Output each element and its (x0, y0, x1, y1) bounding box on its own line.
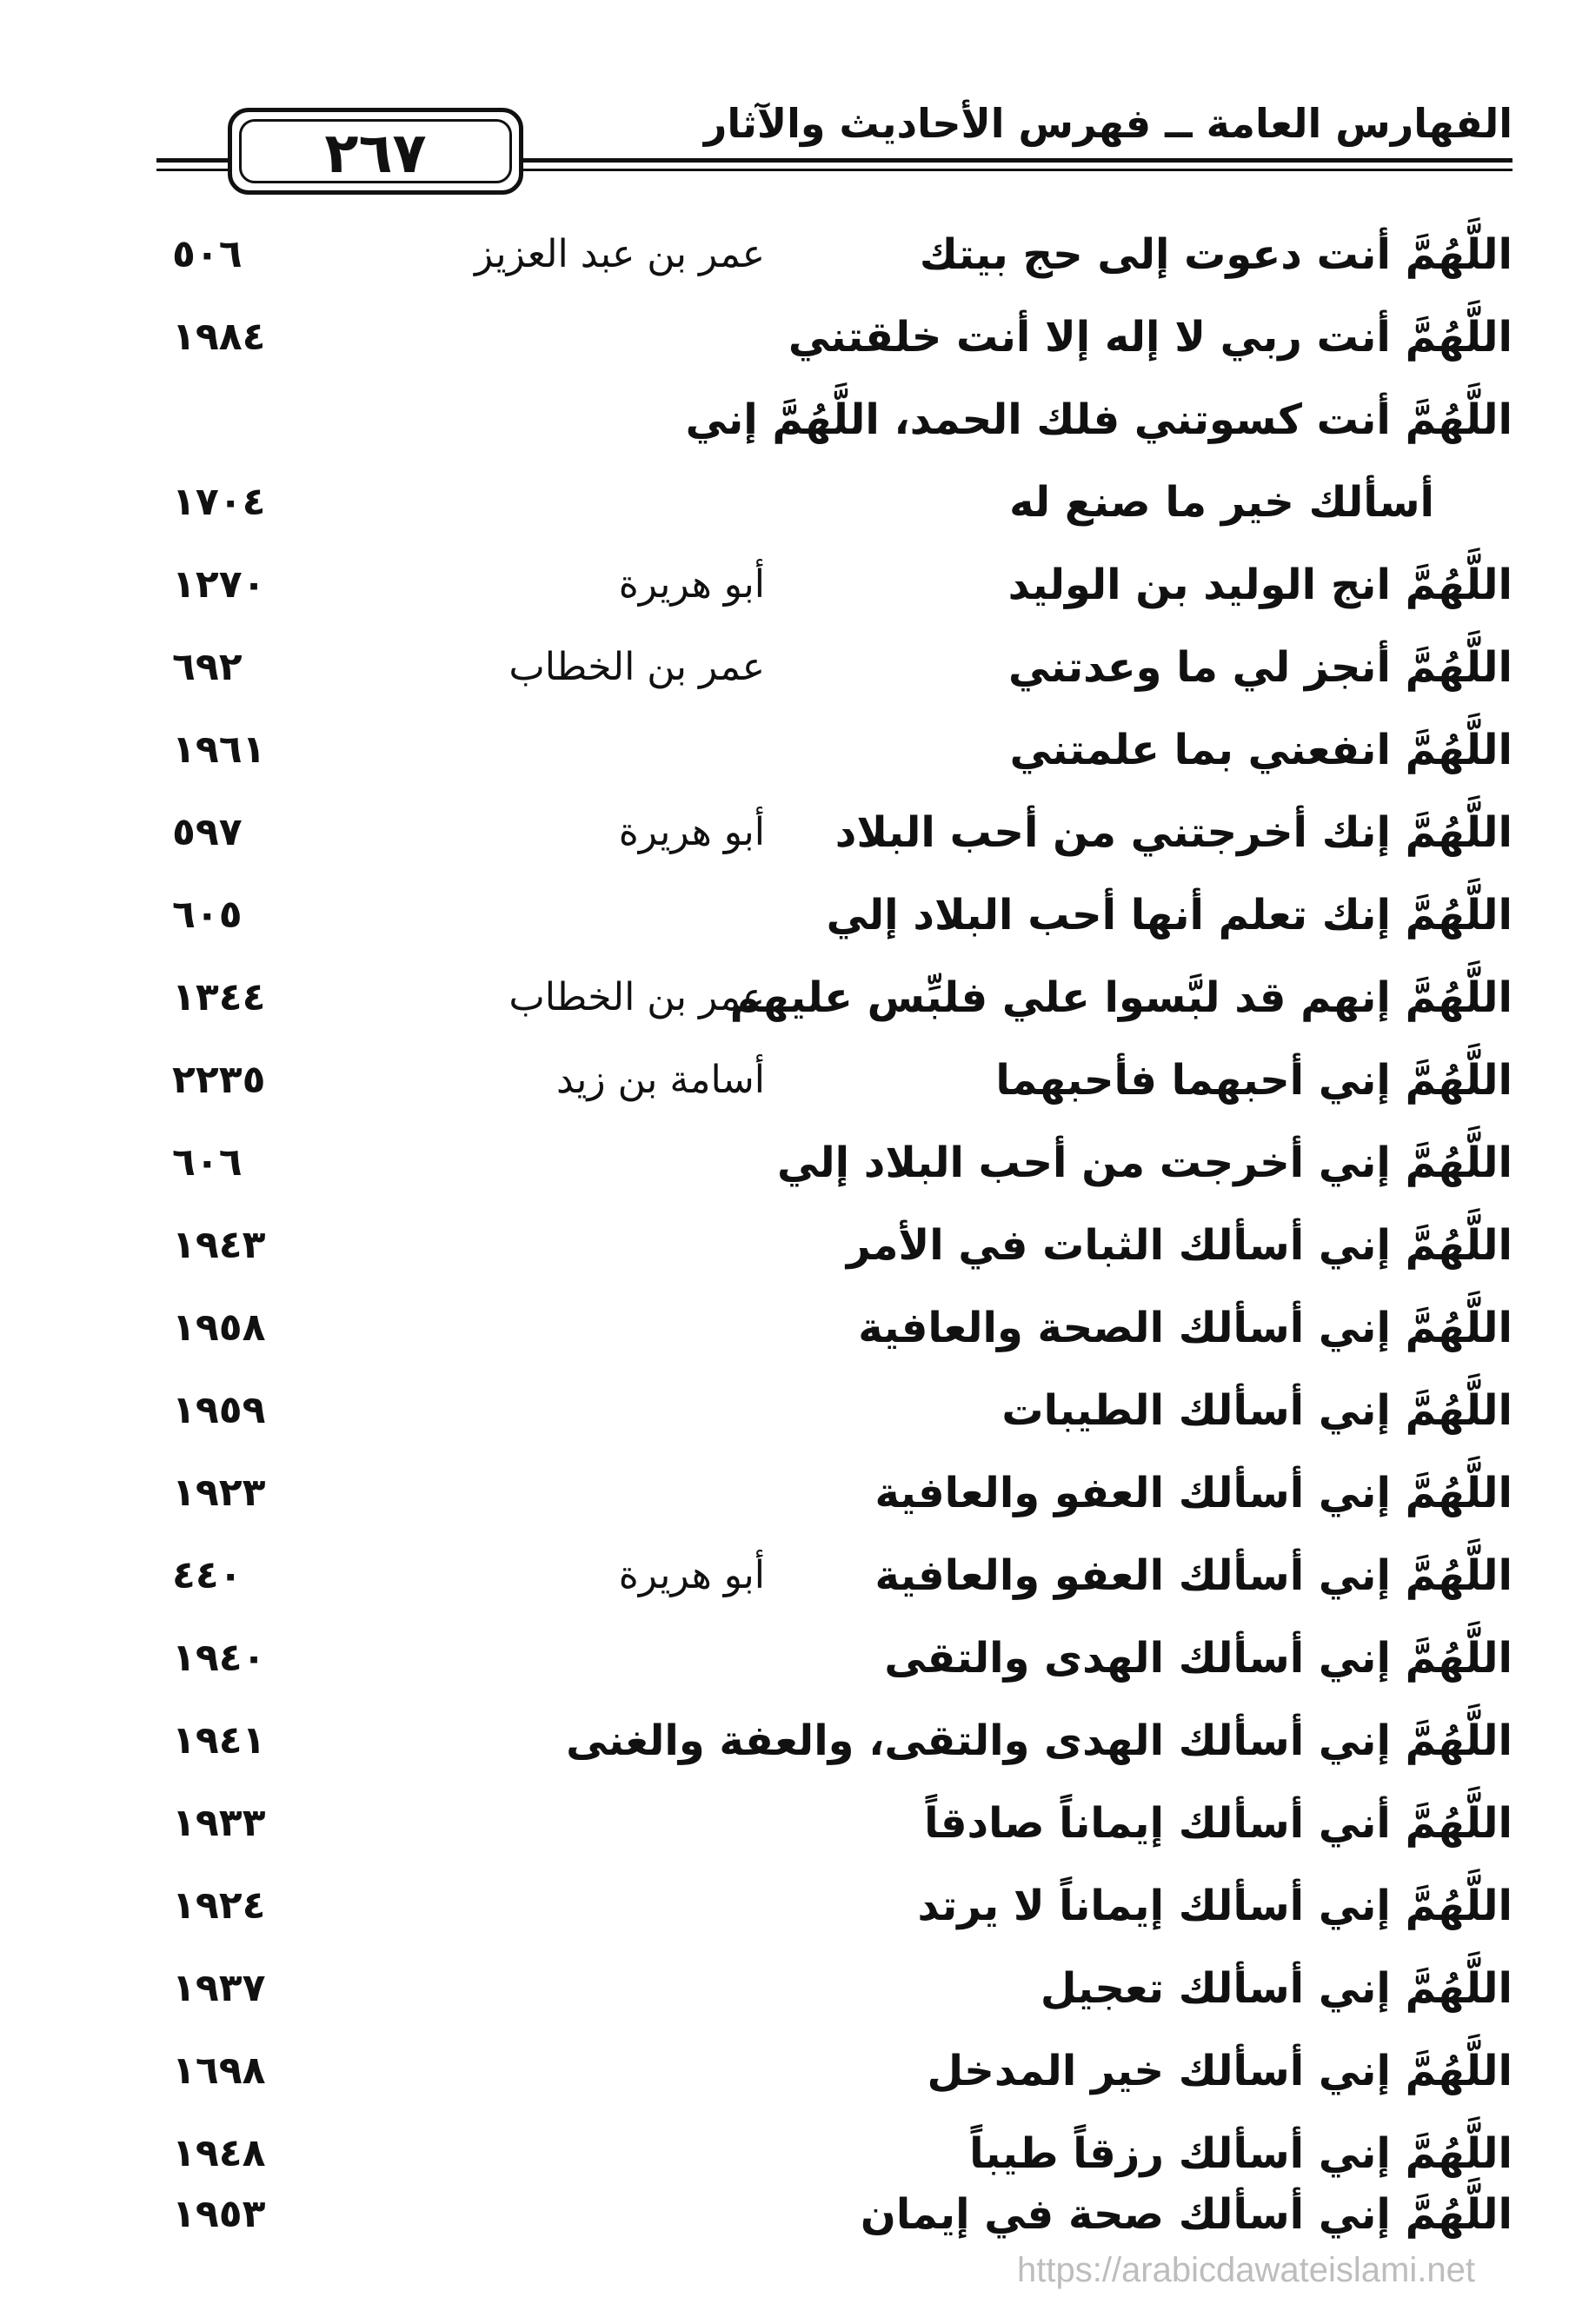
index-entry (0, 1286, 1569, 1370)
hadith-number: ١٩٢٤ (172, 1883, 266, 1928)
index-entry (0, 873, 1569, 957)
hadith-text: اللَّهُمَّ أنجز لي ما وعدتني (1007, 643, 1512, 692)
hadith-number: ١٩٥٩ (172, 1388, 266, 1432)
hadith-number: ٦٠٦ (172, 1140, 243, 1185)
hadith-text: أسألك خير ما صنع له (1009, 478, 1434, 527)
index-entry (0, 2173, 1569, 2256)
watermark-url: https://arabicdawateislami.net (1017, 2251, 1475, 2289)
hadith-number: ١٩٣٣ (172, 1801, 266, 1845)
narrator: أبو هريرة (618, 1553, 765, 1597)
index-entry (0, 378, 1569, 461)
hadith-number: ١٧٠٤ (172, 480, 266, 524)
hadith-number: ٦٩٢ (172, 645, 243, 689)
index-entry (0, 626, 1569, 709)
hadith-number: ٥٩٧ (172, 810, 243, 854)
hadith-text: اللَّهُمَّ أنت كسوتني فلك الحمد، اللَّهُمَّ إني (685, 395, 1512, 444)
narrator: عمر بن عبد العزيز (475, 232, 765, 276)
index-entry (0, 543, 1569, 627)
hadith-number: ١٩٥٣ (172, 2192, 266, 2236)
narrator: أسامة بن زيد (556, 1058, 765, 1102)
hadith-number: ١٢٧٠ (172, 562, 266, 607)
hadith-text: اللَّهُمَّ إني أسألك إيماناً لا يرتد (917, 1882, 1512, 1930)
hadith-text: اللَّهُمَّ انفعني بما علمتني (1009, 726, 1512, 774)
index-entry (0, 1699, 1569, 1783)
index-entry (0, 791, 1569, 874)
index-entry (0, 1534, 1569, 1617)
hadith-text: اللَّهُمَّ أنت ربي لا إله إلا أنت خلقتني (788, 313, 1512, 362)
hadith-number: ٤٤٠ (172, 1553, 243, 1597)
hadith-text: اللَّهُمَّ إني أسألك تعجيل (1040, 1964, 1512, 2013)
hadith-text: اللَّهُمَّ إني أسألك صحة في إيمان (860, 2190, 1512, 2239)
hadith-text: اللَّهُمَّ إني أخرجت من أحب البلاد إلي (777, 1139, 1512, 1187)
index-entry (0, 213, 1569, 296)
hadith-text: اللَّهُمَّ إنهم قد لبَّسوا علي فلبِّس عليهم (729, 973, 1512, 1022)
hadith-text: اللَّهُمَّ إنك أخرجتني من أحب البلاد (834, 808, 1512, 857)
hadith-text: اللَّهُمَّ انج الوليد بن الوليد (1007, 561, 1512, 609)
index-entry (0, 956, 1569, 1039)
hadith-number: ١٩٤٣ (172, 1223, 266, 1267)
index-entry (0, 2029, 1569, 2113)
hadith-number: ١٩٥٨ (172, 1305, 266, 1350)
hadith-text: اللَّهُمَّ إني أسألك الهدى والتقى (884, 1634, 1512, 1683)
hadith-text: اللَّهُمَّ إني أسألك رزقاً طيباً (969, 2129, 1512, 2178)
hadith-text: اللَّهُمَّ إني أحبهما فأحبهما (995, 1056, 1512, 1105)
index-entry (0, 295, 1569, 379)
index-entry (0, 1451, 1569, 1535)
hadith-number: ١٩٣٧ (172, 1966, 266, 2010)
hadith-number: ١٦٩٨ (172, 2048, 266, 2093)
hadith-number: ١٩٢٣ (172, 1471, 266, 1515)
index-entry (0, 708, 1569, 792)
narrator: أبو هريرة (618, 810, 765, 854)
narrator: عمر بن الخطاب (509, 975, 765, 1019)
hadith-number: ١٩٤٨ (172, 2131, 266, 2175)
hadith-number: ١٩٤١ (172, 1718, 266, 1763)
narrator: عمر بن الخطاب (509, 645, 765, 689)
hadith-number: ٥٠٦ (172, 232, 243, 276)
page-number: ٢٦٧ (324, 122, 427, 186)
running-title: الفهارس العامة ــ فهرس الأحاديث والآثار (703, 100, 1512, 147)
hadith-text: اللَّهُمَّ إني أسألك الثبات في الأمر (846, 1221, 1512, 1270)
hadith-number: ١٩٨٤ (172, 315, 266, 359)
index-entry (0, 1369, 1569, 1452)
hadith-text: اللَّهُمَّ أنت دعوت إلى حج بيتك (919, 230, 1512, 279)
hadith-number: ٢٢٣٥ (172, 1058, 266, 1102)
index-entry (0, 1782, 1569, 1865)
hadith-number: ١٩٦١ (172, 727, 266, 772)
index-entry (0, 1039, 1569, 1122)
index-entry (0, 1121, 1569, 1205)
hadith-text: اللَّهُمَّ إني أسألك الطيبات (1001, 1386, 1512, 1435)
hadith-text: اللَّهُمَّ إنك تعلم أنها أحب البلاد إلي (826, 891, 1512, 940)
hadith-text: اللَّهُمَّ إني أسألك الهدى والتقى، والعفة والغنى (566, 1716, 1512, 1765)
hadith-text: اللَّهُمَّ إني أسألك العفو والعافية (874, 1469, 1512, 1517)
hadith-number: ١٣٤٤ (172, 975, 266, 1019)
hadith-number: ١٩٤٠ (172, 1636, 266, 1680)
hadith-text: اللَّهُمَّ إني أسألك العفو والعافية (874, 1551, 1512, 1600)
hadith-text: اللَّهُمَّ أني أسألك إيماناً صادقاً (924, 1799, 1512, 1848)
hadith-text: اللَّهُمَّ إني أسألك الصحة والعافية (858, 1304, 1512, 1352)
index-entry (0, 1617, 1569, 1700)
index-entry (0, 1947, 1569, 2030)
narrator: أبو هريرة (618, 562, 765, 607)
hadith-text: اللَّهُمَّ إني أسألك خير المدخل (927, 2047, 1512, 2095)
index-entry-continuation (0, 461, 1569, 544)
index-entry (0, 1864, 1569, 1948)
index-entry (0, 1204, 1569, 1287)
hadith-number: ٦٠٥ (172, 893, 243, 937)
